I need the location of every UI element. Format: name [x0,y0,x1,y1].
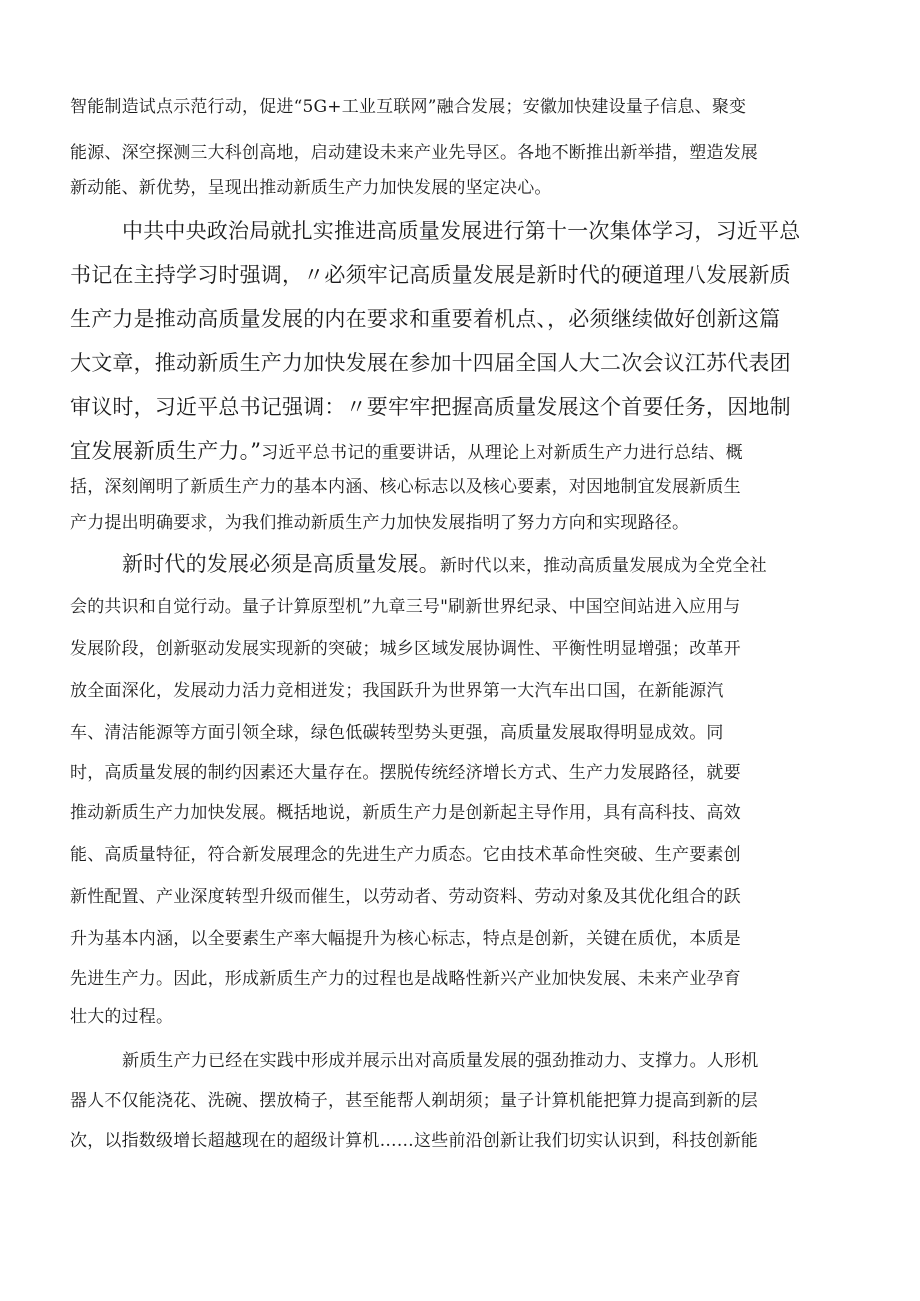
text-line: 壮大的过程。 [70,1007,174,1027]
text-line: 推动新质生产力加快发展。概括地说，新质生产力是创新起主导作用，具有高科技、高效 [70,803,741,823]
text-line [70,435,743,465]
text-line: 能、高质量特征，符合新发展理念的先进生产力质态。它由技术革命性突破、生产要素创 [70,845,741,865]
text-line: 时，高质量发展的制约因素还大量存在。摆脱传统经济增长方式、生产力发展路径，就要 [70,763,741,783]
text-line: 书记在主持学习时强调，〃必须牢记高质量发展是新时代的硬道理八发展新质 [70,263,791,287]
text-line: 生产力是推动高质量发展的内在要求和重要着机点、，必须继续做好创新这篇 [70,307,781,331]
text-segment: 习近平总书记的重要讲话，从理论上对新质生产力进行总结、概 [261,443,743,463]
text-line: 车、清洁能源等方面引领全球，绿色低碳转型势头更强，高质量发展取得明显成效。同 [70,723,724,743]
text-line [122,548,767,578]
text-line: 产力提出明确要求，为我们推动新质生产力加快发展指明了努力方向和实现路径。 [70,513,690,533]
text-line: 先进生产力。因此，形成新质生产力的过程也是战略性新兴产业加快发展、未来产业孕育 [70,969,741,989]
text-line: 升为基本内涵，以全要素生产率大幅提升为核心标志，特点是创新，关键在质优，本质是 [70,929,741,949]
text-line: 能源、深空探测三大科创高地，启动建设未来产业先导区。各地不断推出新举措，塑造发展 [70,143,758,163]
text-line: 大文章，推动新质生产力加快发展在参加十四届全国人大二次会议江苏代表团 [70,351,791,375]
text-line: 新性配置、产业深度转型升级而催生，以劳动者、劳动资料、劳动对象及其优化组合的跃 [70,887,741,907]
text-line: 括，深刻阐明了新质生产力的基本内涵、核心标志以及核心要素，对因地制宜发展新质生 [70,477,741,497]
text-line: 会的共识和自觉行动。量子计算原型机”九章三号"刷新世界纪录、中国空间站进入应用与 [70,597,741,617]
text-line: 智能制造试点示范行动，促进“5G+工业互联网”融合发展；安徽加快建设量子信息、聚变 [70,97,747,117]
text-line: 发展阶段，创新驱动发展实现新的突破；城乡区域发展协调性、平衡性明显增强；改革开 [70,639,741,659]
text-line: 新动能、新优势，呈现出推动新质生产力加快发展的坚定决心。 [70,178,552,198]
text-line: 审议时，习近平总书记强调：〃要牢牢把握高质量发展这个首要任务，因地制 [70,395,791,419]
text-line: 放全面深化，发展动力活力竞相迸发；我国跃升为世界第一大汽车出口国，在新能源汽 [70,681,724,701]
text-line: 新质生产力已经在实践中形成并展示出对高质量发展的强劲推动力、支撑力。人形机 [122,1051,759,1071]
text-line: 次，以指数级增长超越现在的超级计算机……这些前沿创新让我们切实认识到，科技创新能 [70,1131,758,1151]
text-line: 中共中央政治局就扎实推进高质量发展进行第十一次集体学习，习近平总 [122,219,801,243]
text-segment: 宜发展新质生产力。” [70,439,262,463]
text-segment: 新时代的发展必须是高质量发展。 [122,552,440,576]
text-line: 器人不仅能浇花、洗碗、摆放椅子，甚至能帮人剃胡须；量子计算机能把算力提高到新的层 [70,1091,758,1111]
text-segment: 新时代以来，推动高质量发展成为全党全社 [440,556,767,576]
